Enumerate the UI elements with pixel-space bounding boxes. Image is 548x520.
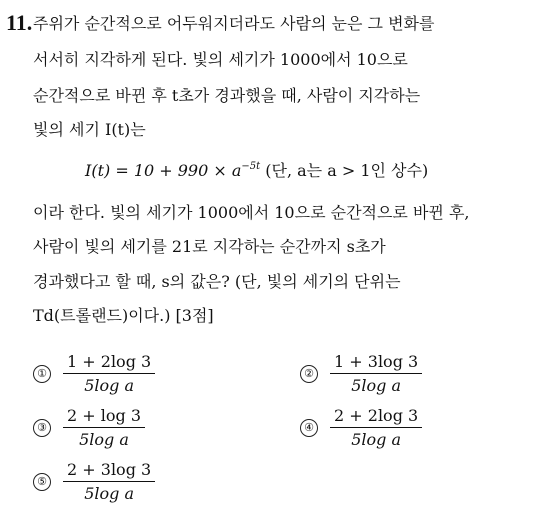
formula — [85, 158, 428, 181]
choice-1[interactable] — [33, 352, 155, 395]
choice-1-fraction — [63, 352, 155, 395]
formula-exponent: −5t — [241, 161, 261, 172]
question-line-3: 순간적으로 바뀐 후 t초가 경과했을 때, 사람이 지각하는 — [33, 86, 421, 105]
choice-1-label: ① — [33, 365, 51, 383]
choice-2-denominator: 5log a — [351, 376, 401, 395]
choice-3-label: ③ — [33, 419, 51, 437]
choice-5[interactable] — [33, 460, 155, 503]
choice-4-denominator: 5log a — [351, 430, 401, 449]
choice-4-numerator: 2 + 2log 3 — [334, 406, 419, 425]
choice-3[interactable] — [33, 406, 145, 449]
question-line-5: 이라 한다. 빛의 세기가 1000에서 10으로 순간적으로 바뀐 후, — [33, 203, 470, 222]
choice-1-denominator: 5log a — [84, 376, 134, 395]
choice-4-fraction — [330, 406, 422, 449]
choice-5-fraction — [63, 460, 155, 503]
question-line-7: 경과했다고 할 때, s의 값은? (단, 빛의 세기의 단위는 — [33, 272, 401, 291]
question-line-4: 빛의 세기 I(t)는 — [33, 120, 146, 139]
choice-3-denominator: 5log a — [79, 430, 129, 449]
choice-2-numerator: 1 + 3log 3 — [334, 352, 419, 371]
choice-3-fraction — [63, 406, 145, 449]
choice-5-label: ⑤ — [33, 473, 51, 491]
choice-1-numerator: 1 + 2log 3 — [67, 352, 152, 371]
choice-2-fraction — [330, 352, 422, 395]
choice-4-label: ④ — [300, 419, 318, 437]
choice-2[interactable] — [300, 352, 422, 395]
formula-lhs: I(t) = 10 + 990 × a — [85, 161, 242, 180]
question-line-8: Td(트롤랜드)이다.) [3점] — [33, 306, 214, 325]
choice-5-denominator: 5log a — [84, 484, 134, 503]
choice-4[interactable] — [300, 406, 422, 449]
choice-2-label: ② — [300, 365, 318, 383]
formula-note: (단, a는 a > 1인 상수) — [260, 161, 429, 180]
question-line-6: 사람이 빛의 세기를 21로 지각하는 순간까지 s초가 — [33, 237, 386, 256]
choice-3-numerator: 2 + log 3 — [67, 406, 142, 425]
question-number: 11. — [6, 10, 33, 35]
question-line-1: 주위가 순간적으로 어두워지더라도 사람의 눈은 그 변화를 — [33, 14, 435, 33]
choice-5-numerator: 2 + 3log 3 — [67, 460, 152, 479]
question-line-2: 서서히 지각하게 된다. 빛의 세기가 1000에서 10으로 — [33, 50, 408, 69]
